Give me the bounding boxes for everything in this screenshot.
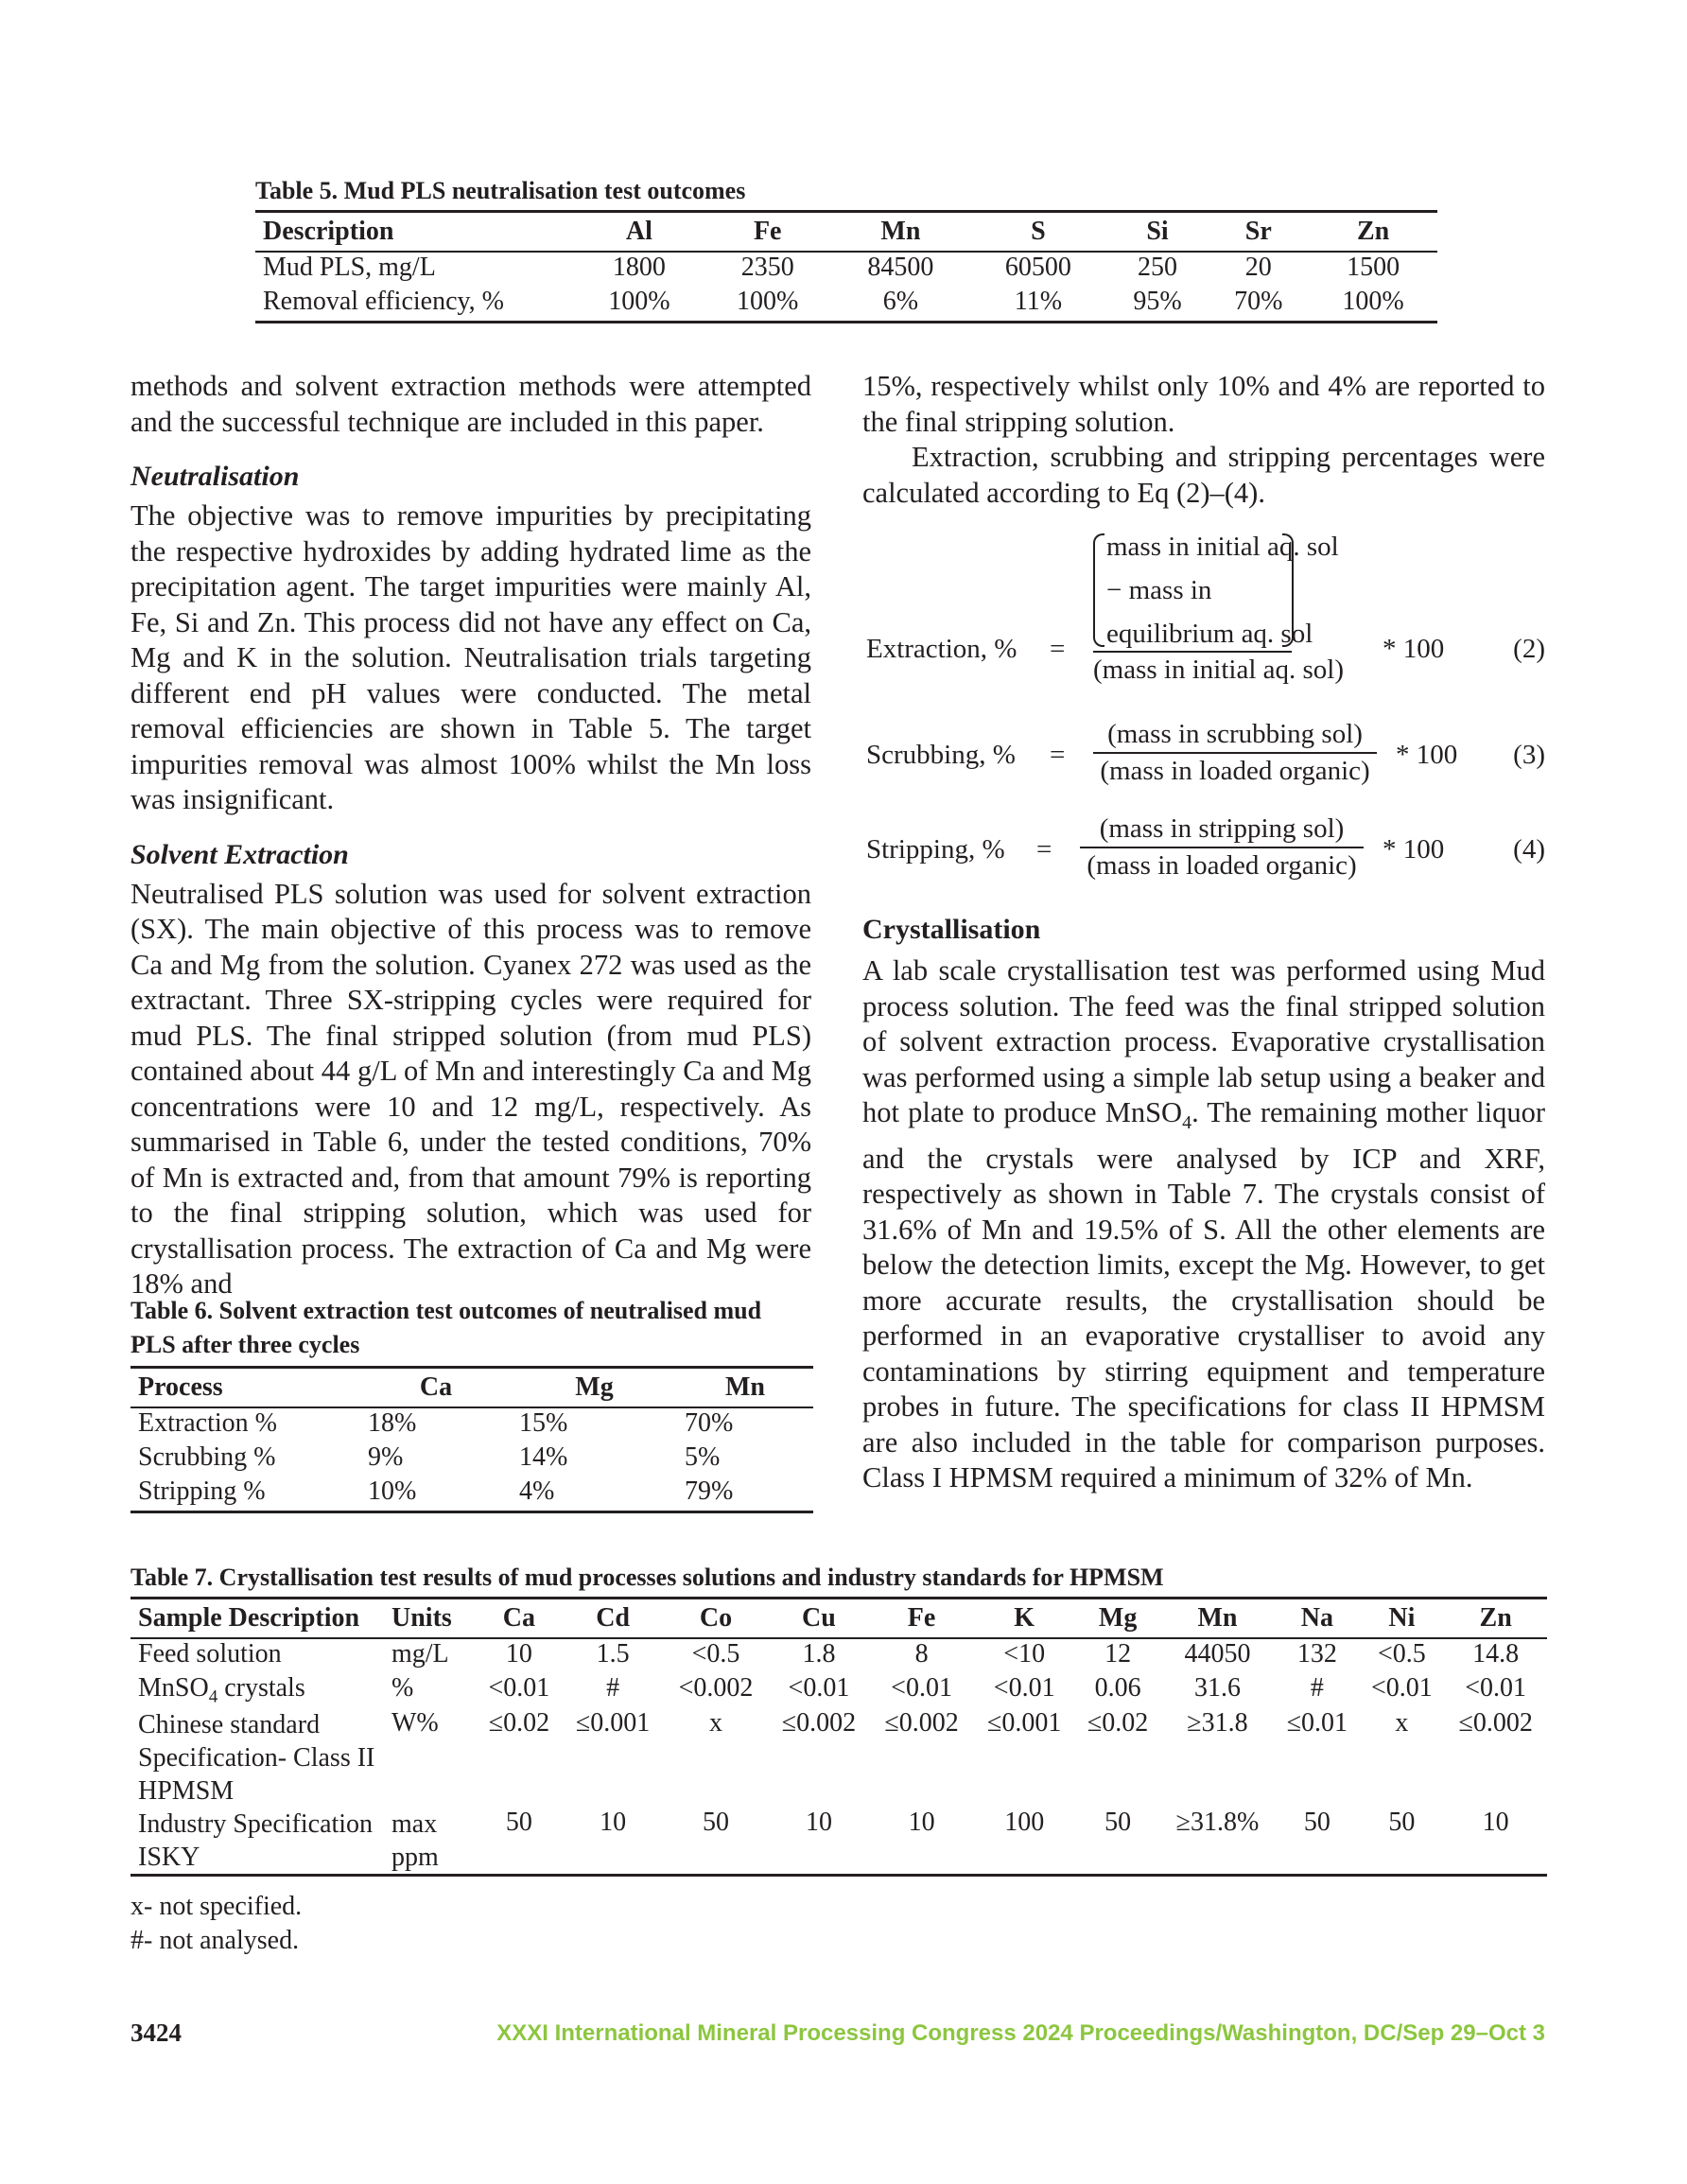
table7-cell: <0.5 [691,1639,740,1669]
table5-cell: 84500 [867,253,934,282]
eq3-multiplier: * 100 [1396,740,1458,770]
table5-cell: 1800 [612,253,666,282]
eq2-num-line1: mass in initial aq. sol [1106,532,1339,562]
table7-cell: 31.6 [1193,1673,1241,1703]
table6-cell: 70% [685,1408,734,1438]
table5-cell: Mud PLS, mg/L [263,253,436,282]
table6-header: Ca [360,1368,512,1408]
table7-cell: W% [391,1707,439,1738]
table-row [255,252,1437,287]
table7-cell: mg/L [391,1639,449,1669]
table7-cell: 8 [914,1639,929,1669]
eq2-numerator [1093,530,1339,653]
table7-cell: 100 [973,1808,1076,1876]
table7-cell: 1.5 [596,1639,630,1669]
table5-cell: 60500 [1004,253,1071,282]
table7-cell: # [1310,1673,1324,1703]
table7-cell: <0.01 [1465,1673,1527,1703]
table6-cell: 14% [519,1442,568,1472]
page-number: 3424 [130,2018,182,2047]
table6-cell: 15% [519,1408,568,1438]
equation-2 [866,530,1545,700]
table7-cell: <0.01 [891,1673,952,1703]
table7 [130,1597,1547,1877]
table5-header: Fe [704,212,832,253]
crystallisation-section [862,914,1545,1496]
table5-caption: Table 5. Mud PLS neutralisation test outcomes [255,177,746,204]
table7-header: Ni [1359,1599,1444,1639]
table5-cell: 6% [832,287,970,323]
table7-cell: ≥31.8 [1187,1707,1248,1738]
table7-header: Zn [1444,1599,1547,1639]
table6-cell: 9% [368,1442,404,1472]
footer-title: XXXI International Mineral Processing Congress 2024 Proceedings/Washington, DC/Sep 29–Oct 3 [496,2020,1545,2046]
table5-header: Mn [832,212,970,253]
table7-note: x- not specified. [130,1892,303,1921]
table7-header: Cd [562,1599,665,1639]
left-paren [1093,533,1104,647]
table7-header: Na [1275,1599,1359,1639]
sx-paragraph: Neutralised PLS solution was used for solvent extraction (SX). The main objective of this process was to remove Ca and Mg from the solution. Cyanex 272 was used as the extractant. Three SX-stripping cycles were required for mud PLS. The final stripped solution (from mud PLS) contained about 44 g/L of Mn and interestingly Ca and Mg concentrations were 10 and 12 mg/L, respectively. As summarised in Table 6, under the tested conditions, 70% of Mn is extracted and, from that amount 79% is reporting to the final stripping solution, which was used for crystallisation process. The extraction of Ca and Mg were 18% and [130,877,811,1300]
eq4-label: Stripping, % [866,834,1005,865]
table5-cell: 250 [1138,253,1178,282]
eq2-num-line2: − mass in [1106,575,1212,605]
sx-heading: Solvent Extraction [130,838,349,870]
table7-cell: x [1395,1707,1409,1738]
table7-header: Cu [768,1599,871,1639]
eq2-num-line3: equilibrium aq. sol [1106,619,1313,649]
table7-cell: 12 [1104,1639,1132,1669]
equation-intro: Extraction, scrubbing and stripping percentages were calculated according to Eq (2)–(4). [862,441,1545,509]
eq2-multiplier: * 100 [1383,634,1445,664]
table5 [255,210,1437,323]
eq2-fraction [1093,530,1344,692]
eq3-fraction [1093,719,1377,787]
table7-cell: <0.01 [1370,1673,1433,1703]
eq4-number: (4) [1513,834,1545,865]
eq2-number: (2) [1513,634,1545,664]
right-column [862,369,1545,511]
table7-header: Mn [1160,1599,1276,1639]
table6-cell: Extraction % [138,1408,277,1438]
table5-cell: 1500 [1347,253,1400,282]
table7-cell: Industry Specification ISKY [130,1808,384,1876]
eq3-label: Scrubbing, % [866,740,1016,770]
table7-cell: ≤0.001 [987,1707,1062,1738]
table7-cell: ≤0.002 [1458,1707,1533,1738]
table7-cell: 50 [477,1808,562,1876]
crystallisation-paragraph [862,953,1545,1496]
table5-header: Si [1107,212,1209,253]
table5-cell: 20 [1244,253,1272,282]
neutralisation-heading: Neutralisation [130,461,300,492]
eq4-equals: = [1036,834,1052,865]
table7-cell: 10 [505,1639,532,1669]
table7-cell: ≤0.01 [1286,1707,1348,1738]
table7-cell: 44050 [1184,1639,1251,1669]
table7-header: K [973,1599,1076,1639]
table-row [130,1808,1547,1876]
table-row [130,1407,813,1442]
table7-cell: 50 [1275,1808,1359,1876]
table5-header: Al [575,212,704,253]
table7-cell: 132 [1296,1639,1337,1669]
table6-cell: 18% [368,1408,417,1438]
crystallisation-subscript: 4 [1182,1112,1192,1134]
table-row [130,1442,813,1476]
table5-cell: 70% [1208,287,1309,323]
table-row [130,1708,1547,1808]
table6-caption: Table 6. Solvent extraction test outcomes of neutralised mud PLS after three cycles [130,1297,762,1358]
table7-cell: % [391,1673,414,1703]
table7-header: Mg [1076,1599,1160,1639]
table7-cell: 1.8 [802,1639,836,1669]
eq3-numerator: (mass in scrubbing sol) [1093,719,1377,754]
table5-cell: 95% [1107,287,1209,323]
table7-cell: <0.002 [678,1673,754,1703]
equation-3 [866,719,1545,795]
table5-cell: 2350 [740,253,794,282]
table7-caption: Table 7. Crystallisation test results of mud processes solutions and industry standards for HPMSM [130,1564,1164,1591]
table-row [130,1476,813,1512]
table7-cell: # [606,1673,620,1703]
eq4-fraction [1080,813,1364,882]
table-row [130,1638,1547,1673]
crystals-label-subscript: 4 [208,1686,218,1707]
table7-cell: 10 [562,1808,665,1876]
table5-header: S [969,212,1107,253]
table7-cell-crystals [130,1673,384,1708]
table7-cell: 10 [1444,1808,1547,1876]
table7-cell: <0.01 [788,1673,850,1703]
continuation-paragraph: 15%, respectively whilst only 10% and 4% are reported to the final stripping solution. [862,370,1545,438]
table-row [255,287,1437,323]
table7-cell: <0.01 [993,1673,1055,1703]
table6-cell: Scrubbing % [138,1442,276,1472]
table7-header: Sample Description [130,1599,384,1639]
table7-header: Fe [870,1599,973,1639]
table-row [130,1673,1547,1708]
left-column [130,369,811,1302]
table7-cell: 10 [768,1808,871,1876]
table7-cell: 14.8 [1472,1639,1520,1669]
eq3-denominator: (mass in loaded organic) [1100,756,1370,786]
eq4-denominator: (mass in loaded organic) [1087,850,1357,881]
table6-cell: 4% [512,1476,677,1512]
crystallisation-text-b: . The remaining mother liquor and the crystals were analysed by ICP and XRF, respectively as shown in Table 7. The crystals consist of 31.6% of Mn and 19.5% of S. All the other elements are below the detection limits, except the Mg. However, to get more accurate results, the crystallisation should be performed in an evaporative crystalliser to avoid any contaminations by stirring equipment and temperature probes in future. The specifications for class II HPMSM are also included in the table for comparison purposes. Class I HPMSM required a minimum of 32% of Mn. [862,1096,1545,1494]
table7-cell: x [709,1707,723,1738]
table5-cell: 100% [1309,287,1437,323]
table7-cell: 50 [664,1808,767,1876]
table7-cell: ≤0.02 [488,1707,550,1738]
table6-cell: 79% [677,1476,813,1512]
table5-cell: 100% [575,287,704,323]
table7-cell: <10 [1003,1639,1046,1669]
table7-cell: <0.5 [1377,1639,1426,1669]
table7-cell: Chinese standard Specification- Class II HPMSM [138,1709,375,1806]
eq2-denominator: (mass in initial aq. sol) [1093,655,1344,685]
eq2-label: Extraction, % [866,634,1017,664]
intro-paragraph: methods and solvent extraction methods were attempted and the successful technique are included in this paper. [130,370,811,438]
table5-cell: 11% [969,287,1107,323]
table6 [130,1366,813,1513]
eq3-equals: = [1050,740,1066,770]
table7-cell: 50 [1076,1808,1160,1876]
table7-cell: ≤0.02 [1087,1707,1149,1738]
crystallisation-heading: Crystallisation [862,914,1041,945]
table6-header: Mg [512,1368,677,1408]
crystallisation-text-a: A lab scale crystallisation test was performed using Mud process solution. The feed was the final stripped solution of solvent extraction process. Evaporative crystallisation was performed using a simple lab setup using a beaker and hot plate to produce MnSO [862,954,1545,1128]
table6-cell: Stripping % [130,1476,360,1512]
eq4-numerator: (mass in stripping sol) [1080,813,1364,848]
neutralisation-paragraph: The objective was to remove impurities by precipitating the respective hydroxides by adding hydrated lime as the precipitation agent. The target impurities were mainly Al, Fe, Si and Zn. This process did not have any effect on Ca, Mg and K in the solution. Neutralisation trials targeting different end pH values were conducted. The metal removal efficiencies are shown in Table 5. The target impurities removal was almost 100% whilst the Mn loss was insignificant. [130,499,811,815]
table5-cell: Removal efficiency, % [255,287,575,323]
table6-header: Process [130,1368,360,1408]
equation-4 [866,813,1545,889]
table5-header: Sr [1208,212,1309,253]
table7-cell: Feed solution [138,1639,282,1669]
table6-cell: 5% [685,1442,721,1472]
table5-cell: 100% [704,287,832,323]
table7-cell: ≤0.002 [781,1707,857,1738]
table7-header: Units [384,1599,477,1639]
table6-cell: 10% [360,1476,512,1512]
table7-cell: ≤0.002 [884,1707,959,1738]
table7-cell: max ppm [384,1808,477,1876]
eq2-equals: = [1050,634,1066,664]
eq3-number: (3) [1513,740,1545,770]
table7-cell: 10 [870,1808,973,1876]
table7-cell: 50 [1359,1808,1444,1876]
table7-cell: ≤0.001 [575,1707,651,1738]
table6-header: Mn [677,1368,813,1408]
table7-cell: 0.06 [1094,1673,1141,1703]
crystals-label: MnSO [138,1673,209,1703]
crystals-label-tail: crystals [217,1673,305,1703]
table7-header: Co [664,1599,767,1639]
table7-cell: <0.01 [488,1673,550,1703]
eq4-multiplier: * 100 [1383,834,1445,865]
table7-note: #- not analysed. [130,1926,300,1955]
table5-header: Zn [1309,212,1437,253]
table5-header: Description [255,212,575,253]
table7-notes [130,1890,302,1958]
table7-header: Ca [477,1599,562,1639]
table7-cell: ≥31.8% [1160,1808,1276,1876]
